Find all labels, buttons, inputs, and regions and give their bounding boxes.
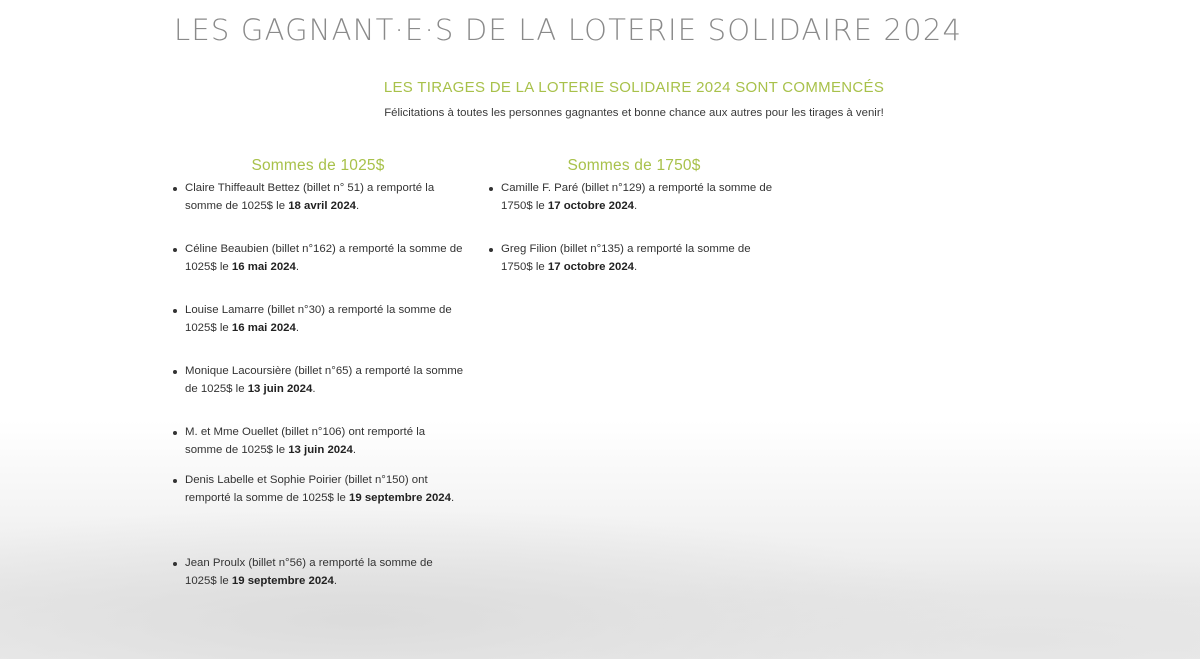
winner-date: 16 mai 2024 (231, 321, 296, 334)
winner-item (488, 180, 780, 241)
winner-text: Claire Thiffeault Bettez (billet n° 51) a remporté la somme de 1025$ le (185, 182, 435, 212)
winner-end: . (312, 382, 316, 395)
winner-text: Greg Filion (billet n°135) a remporté la somme de 1750$ le (501, 243, 751, 273)
winner-list-1750 (488, 180, 780, 302)
winner-end: . (633, 260, 638, 273)
page-title: LES GAGNANT·E·S DE LA LOTERIE SOLIDAIRE 2024 (174, 13, 963, 47)
winner-date: 17 octobre 2024 (547, 199, 634, 212)
winner-end: . (295, 260, 300, 273)
winner-date: 19 septembre 2024 (349, 491, 451, 504)
column-1750 (488, 156, 780, 302)
winner-item (172, 424, 464, 472)
winner-end: . (352, 443, 356, 456)
winner-date: 18 avril 2024 (288, 199, 356, 212)
winner-end: . (356, 199, 360, 212)
winner-end: . (295, 321, 300, 334)
draws-started-subtitle: LES TIRAGES DE LA LOTERIE SOLIDAIRE 2024 SONT COMMENCÉS (383, 79, 885, 96)
winner-date: 17 octobre 2024 (547, 260, 634, 273)
winner-date: 16 mai 2024 (231, 260, 296, 273)
winner-item (172, 555, 464, 616)
winner-item (172, 472, 464, 555)
winner-item (172, 302, 464, 363)
winner-text: Monique Lacoursière (billet n°65) a remporté la somme de 1025$ le (185, 365, 464, 395)
winner-text: Jean Proulx (billet n°56) a remporté la somme de 1025$ le (185, 557, 433, 587)
winner-text: M. et Mme Ouellet (billet n°106) ont remporté la somme de 1025$ le (185, 426, 426, 456)
column-heading-1750: Sommes de 1750$ (567, 157, 701, 174)
winner-end: . (633, 199, 638, 212)
winner-list-1025 (172, 180, 464, 616)
winner-item (172, 180, 464, 241)
winner-date: 19 septembre 2024 (231, 574, 334, 587)
column-heading-1025: Sommes de 1025$ (251, 157, 385, 174)
congratulations-text: Félicitations à toutes les personnes gagnantes et bonne chance aux autres pour les tirages à venir! (384, 107, 884, 119)
winner-date: 13 juin 2024 (288, 443, 353, 456)
column-1025 (172, 156, 464, 616)
winner-text: Camille F. Paré (billet n°129) a remporté la somme de 1750$ le (501, 182, 773, 212)
winner-end: . (333, 574, 337, 587)
winner-item (172, 363, 464, 424)
winner-text: Louise Lamarre (billet n°30) a remporté la somme de 1025$ le (185, 304, 452, 334)
winner-item (488, 241, 780, 302)
winner-item (172, 241, 464, 302)
winner-text: Denis Labelle et Sophie Poirier (billet n°150) ont remporté la somme de 1025$ le (185, 474, 428, 504)
winner-date: 13 juin 2024 (247, 382, 313, 395)
winner-text: Céline Beaubien (billet n°162) a remporté la somme de 1025$ le (185, 243, 463, 273)
winner-end: . (450, 491, 455, 504)
